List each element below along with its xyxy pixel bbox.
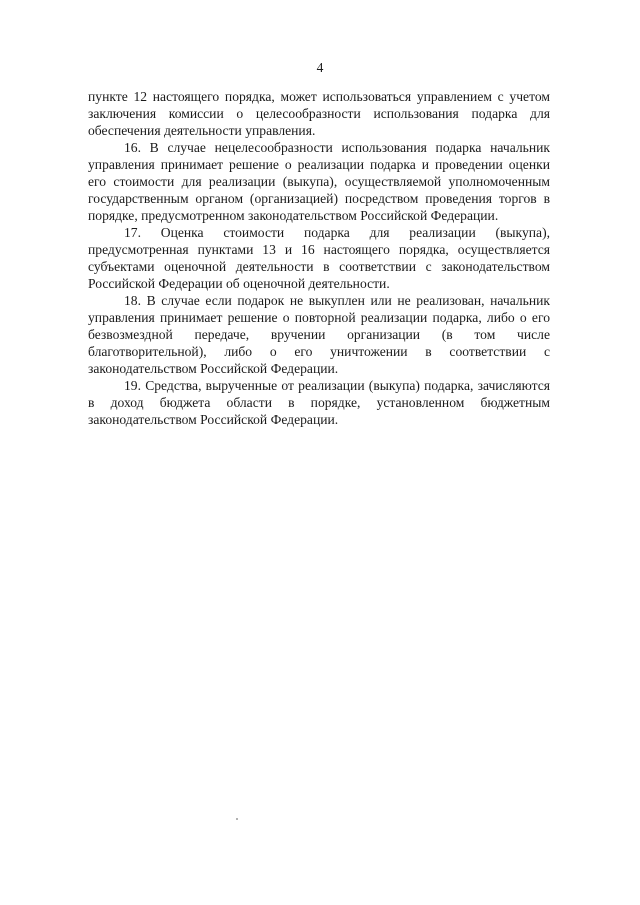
paragraph-19: 19. Средства, вырученные от реализации (выкупа) подарка, зачисляются в доход бюджета области в порядке, установленном бюджетным законодательством Российской Федерации. <box>88 378 550 427</box>
page-number: 4 <box>316 60 324 75</box>
paragraph-continuation: пункте 12 настоящего порядка, может использоваться управлением с учетом заключения комиссии о целесообразности использования подарка для обеспечения деятельности управления. <box>88 89 550 138</box>
paragraph-18: 18. В случае если подарок не выкуплен или не реализован, начальник управления принимает решение о повторной реализации подарка, либо о его безвозмездной передаче, вручении организации (в том числе благотворительной), либо о его уничтожении в соответствии с законодательством Российской Федерации. <box>88 293 550 376</box>
scan-speck <box>236 818 238 820</box>
document-body <box>88 88 550 428</box>
paragraph-16: 16. В случае нецелесообразности использования подарка начальник управления принимает решение о реализации подарка и проведении оценки его стоимости для реализации (выкупа), осуществляемой уполномоченным государственным органом (организацией) посредством проведения торгов в порядке, предусмотренном законодательством Российской Федерации. <box>88 140 550 223</box>
paragraph-17: 17. Оценка стоимости подарка для реализации (выкупа), предусмотренная пунктами 13 и 16 настоящего порядка, осуществляется субъектами оценочной деятельности в соответствии с законодательством Российской Федерации об оценочной деятельности. <box>88 225 550 291</box>
